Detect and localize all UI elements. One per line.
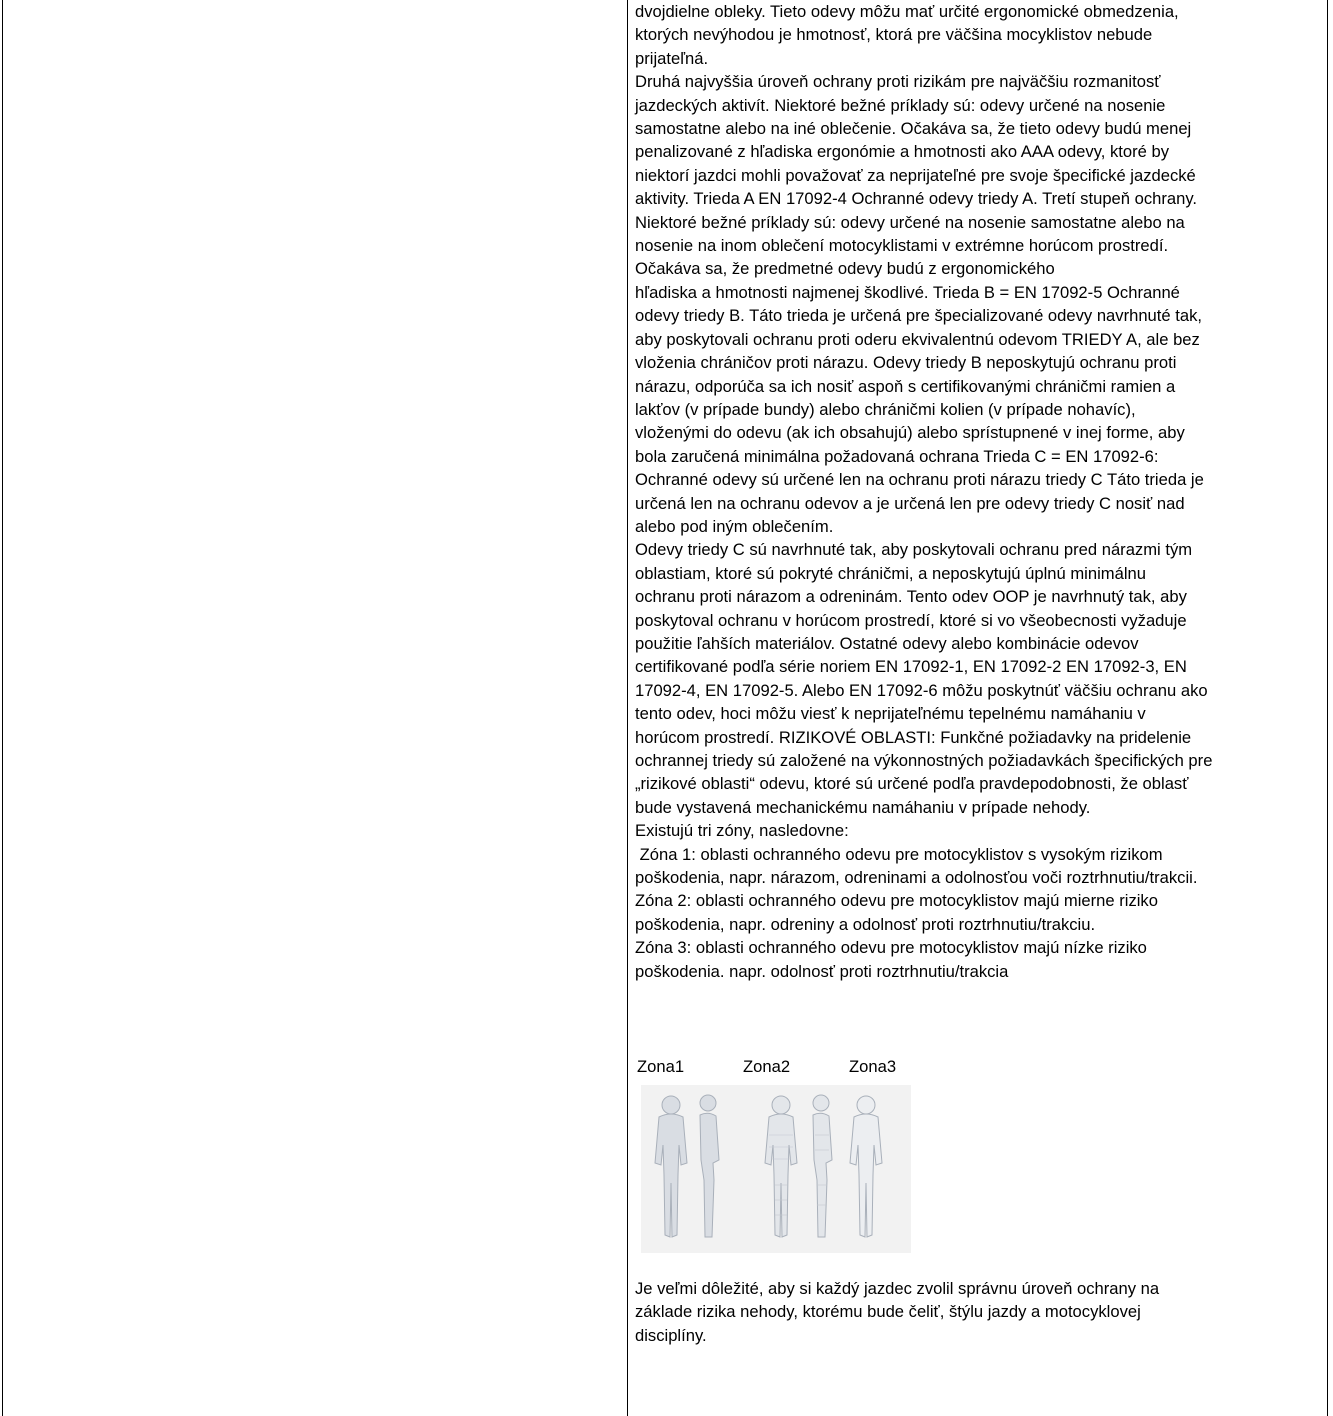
rider-figure-3-back bbox=[850, 1096, 882, 1237]
rider-silhouettes-figure bbox=[641, 1085, 911, 1253]
paragraph-closing: Je veľmi dôležité, aby si každý jazdec zvolil správnu úroveň ochrany na základe rizika nehody, ktorému bude čeliť, štýlu jazdy a motocyklovej disciplíny. bbox=[635, 1279, 1160, 1345]
paragraph-zones-heading: Existujú tri zóny, nasledovne: bbox=[635, 821, 849, 841]
zone-label-2: Zona2 bbox=[743, 1057, 791, 1077]
rider-figure-1-front bbox=[655, 1096, 687, 1237]
rider-figure-2-front bbox=[765, 1096, 797, 1237]
paragraph-class-a-b: Druhá najvyššia úroveň ochrany proti rizikám pre najväčšiu rozmanitosť jazdeckých aktivít. Niektoré bežné príklady sú: odevy určené na nosenie samostatne alebo na iné oblečenie. Očakáva sa, že tieto odevy budú menej penalizované z hľadiska ergonómie a hmotnosti ako AAA odevy, ktoré by niektorí jazdci mohli považovať za neprijateľné pre svoje špecifické jazdecké aktivity. Trieda A EN 17092-4 Ochranné odevy triedy A. Tretí stupeň ochrany. Niektoré bežné príklady sú: odevy určené na nosenie samostatne alebo na nosenie na inom oblečení motocyklistami v extrémne horúcom prostredí. Očakáva sa, že predmetné odevy budú z ergonomického hľadiska a hmotnosti najmenej škodlivé. Trieda B = EN 17092-5 Ochranné odevy triedy B. Táto trieda je určená pre špecializované odevy navrhnuté tak, aby poskytovali ochranu proti oderu ekvivalentnú odevom TRIEDY A, ale bez vloženia chráničov proti nárazu. Odevy triedy B neposkytujú ochranu proti nárazu, odporúča sa ich nosiť aspoň s certifikovanými chráničmi ramien a lakťov (v prípade bundy) alebo chráničmi kolien (v prípade nohavíc), vloženými do odevu (ak ich obsahujú) alebo sprístupnené v inej forme, aby bola zaručená minimálna požadovaná ochrana Trieda C = EN 17092-6: Ochranné odevy sú určené len na ochranu proti nárazu triedy C Táto trieda je určená len na ochranu odevov a je určená len pre odevy triedy C nosiť nad alebo pod iným oblečením. bbox=[635, 72, 1204, 536]
spacer bbox=[635, 983, 1325, 1055]
content-cell bbox=[635, 0, 1325, 1347]
rider-figure-2-side bbox=[813, 1095, 832, 1237]
paragraph-zone-1: Zóna 1: oblasti ochranného odevu pre motocyklistov s vysokým rizikom poškodenia, napr. nárazom, odreninami a odolnosťou voči roztrhnutiu/trakcii. bbox=[635, 844, 1198, 888]
document-table bbox=[2, 0, 1328, 1416]
paragraph-intro: dvojdielne obleky. Tieto odevy môžu mať určité ergonomické obmedzenia, ktorých nevýhodou je hmotnosť, ktorá pre väčšina mocyklistov nebude prijateľná. bbox=[635, 2, 1179, 68]
rider-figure-1-side bbox=[700, 1095, 719, 1237]
paragraph-zone-2: Zóna 2: oblasti ochranného odevu pre motocyklistov majú mierne riziko poškodenia, napr. odreniny a odolnosť proti roztrhnutiu/trakciu. bbox=[635, 891, 1158, 934]
zone-label-1: Zona1 bbox=[637, 1057, 685, 1077]
rider-silhouettes-icon bbox=[641, 1085, 911, 1253]
zone-label-3: Zona3 bbox=[849, 1057, 897, 1077]
paragraph-zone-3: Zóna 3: oblasti ochranného odevu pre motocyklistov majú nízke riziko poškodenia. napr. odolnosť proti roztrhnutiu/trakcia bbox=[635, 938, 1147, 981]
empty-left-cell bbox=[4, 0, 627, 1416]
zone-labels bbox=[635, 1055, 1325, 1079]
column-divider bbox=[627, 0, 628, 1416]
paragraph-class-c: Odevy triedy C sú navrhnuté tak, aby poskytovali ochranu pred nárazmi tým oblastiam, ktoré sú pokryté chráničmi, a neposkytujú úplnú minimálnu ochranu proti nárazom a odreninám. Tento odev OOP je navrhnutý tak, aby poskytoval ochranu v horúcom prostredí, ktoré si vo všeobecnosti vyžaduje použitie ľahších materiálov. Ostatné odevy alebo kombinácie odevov certifikované podľa série noriem EN 17092-1, EN 17092-2 EN 17092-3, EN 17092-4, EN 17092-5. Alebo EN 17092-6 môžu poskytnúť väčšiu ochranu ako tento odev, hoci môžu viesť k neprijateľnému tepelnému namáhaniu v horúcom prostredí. RIZIKOVÉ OBLASTI: Funkčné požiadavky na pridelenie ochrannej triedy sú založené na výkonnostných požiadavkách špecifických pre „rizikové oblasti“ odevu, ktoré sú určené podľa pravdepodobnosti, že oblasť bude vystavená mechanickému namáhaniu v prípade nehody. bbox=[635, 540, 1213, 817]
